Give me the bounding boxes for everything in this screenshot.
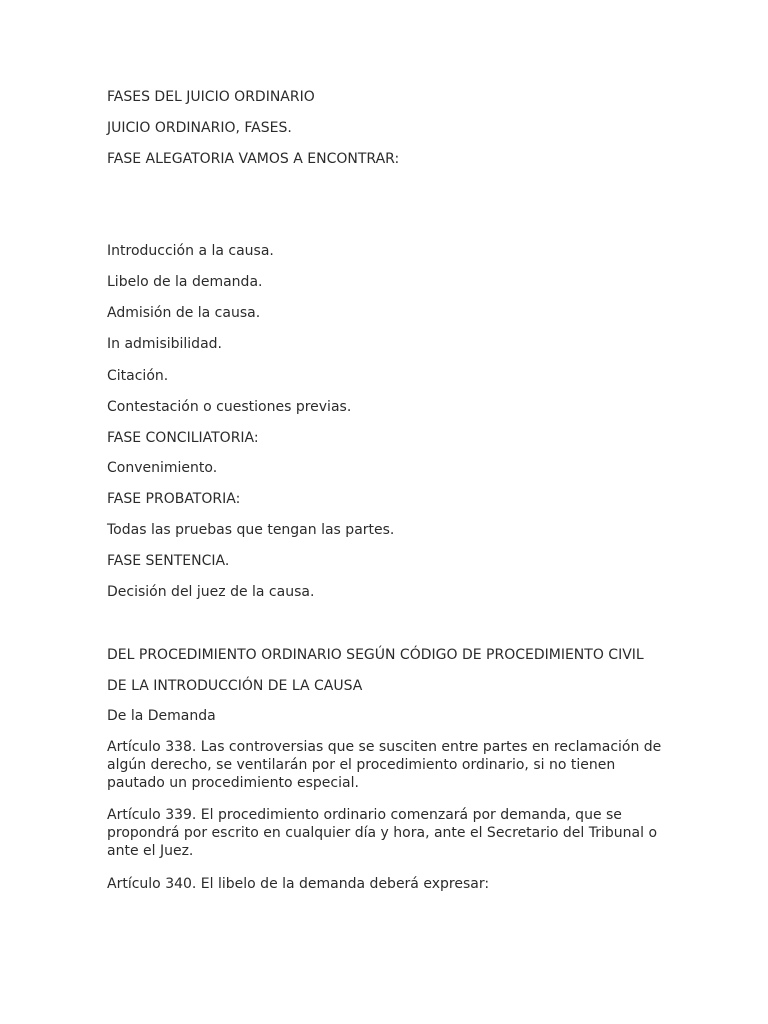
document-subtitle: JUICIO ORDINARIO, FASES. bbox=[107, 120, 292, 136]
list-item: Contestación o cuestiones previas. bbox=[107, 399, 352, 415]
sentencia-item: Decisión del juez de la causa. bbox=[107, 584, 315, 600]
sentencia-heading: FASE SENTENCIA. bbox=[107, 553, 230, 569]
conciliatoria-item: Convenimiento. bbox=[107, 460, 218, 476]
conciliatoria-heading: FASE CONCILIATORIA: bbox=[107, 430, 259, 446]
document-title: FASES DEL JUICIO ORDINARIO bbox=[107, 89, 315, 105]
article-339: Artículo 339. El procedimiento ordinario comenzará por demanda, que se propondrá por escrito en cualquier día y hora, ante el Secretario del Tribunal o ante el Juez. bbox=[107, 807, 658, 859]
probatoria-item: Todas las pruebas que tengan las partes. bbox=[107, 522, 395, 538]
section-subheading: DE LA INTRODUCCIÓN DE LA CAUSA bbox=[107, 678, 363, 694]
section-heading: DEL PROCEDIMIENTO ORDINARIO SEGÚN CÓDIGO DE PROCEDIMIENTO CIVIL bbox=[107, 647, 644, 663]
section-subtitle: De la Demanda bbox=[107, 708, 216, 724]
list-item: Citación. bbox=[107, 368, 169, 384]
list-item: In admisibilidad. bbox=[107, 336, 222, 352]
article-340: Artículo 340. El libelo de la demanda deberá expresar: bbox=[107, 876, 490, 892]
probatoria-heading: FASE PROBATORIA: bbox=[107, 491, 241, 507]
list-item: Admisión de la causa. bbox=[107, 305, 261, 321]
article-338: Artículo 338. Las controversias que se susciten entre partes en reclamación de algún derecho, se ventilarán por el procedimiento ordinario, si no tienen pautado un procedimiento especial. bbox=[107, 739, 662, 791]
alegatoria-heading: FASE ALEGATORIA VAMOS A ENCONTRAR: bbox=[107, 151, 400, 167]
list-item: Libelo de la demanda. bbox=[107, 274, 263, 290]
list-item: Introducción a la causa. bbox=[107, 243, 274, 259]
